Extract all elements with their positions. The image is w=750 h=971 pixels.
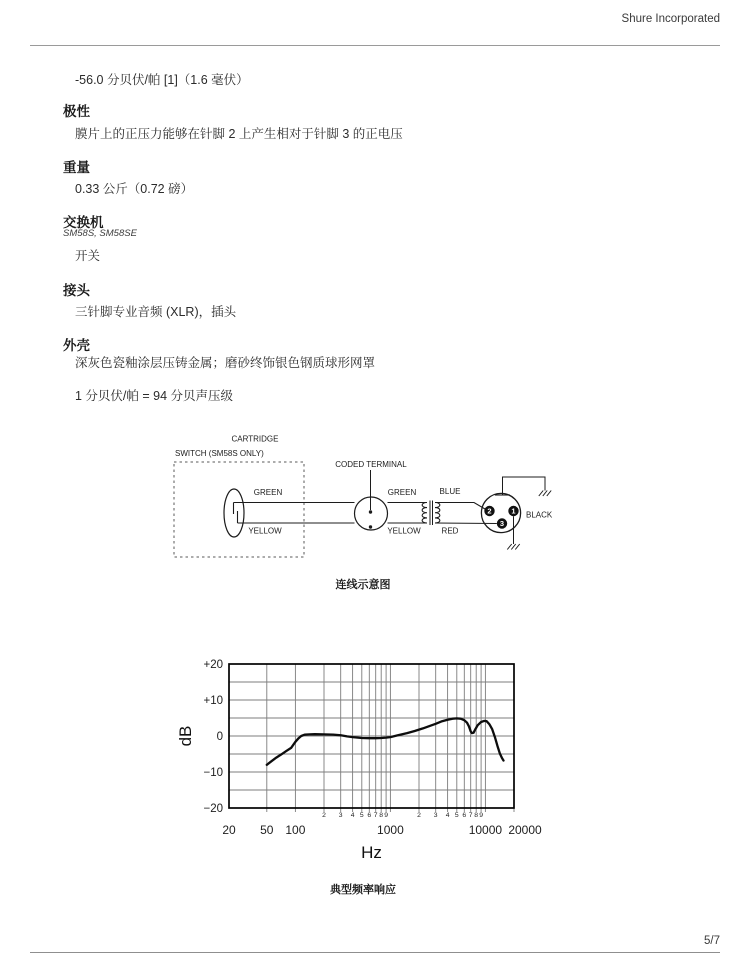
blue-label: BLUE [439, 487, 461, 496]
xlr-pin-2-number: 2 [487, 506, 492, 516]
cartridge-label: CARTRIDGE [231, 434, 279, 444]
xlr-pin-3-number: 3 [499, 519, 505, 529]
y-axis-label: dB [176, 725, 195, 747]
xlr-pin-1-number: 1 [511, 506, 516, 516]
red-label: RED [441, 526, 459, 536]
section-models-switch: SM58S, SM58SE [63, 228, 137, 239]
transformer-primary-coil [422, 503, 427, 524]
x-tick-label: 50 [260, 823, 274, 837]
footer-page-number: 5/7 [704, 935, 720, 947]
x-tick-label: 1000 [377, 823, 404, 837]
x-minor-tick-label: 9 [384, 812, 388, 819]
y-tick-label: +10 [203, 695, 223, 707]
green-label-2: GREEN [387, 488, 417, 497]
x-minor-tick-label: 6 [367, 812, 372, 819]
section-heading-polarity: 极性 [63, 104, 90, 119]
x-minor-tick-label: 8 [379, 812, 384, 819]
section-body-housing: 深灰色瓷釉涂层压铸金属；磨砂终饰银色钢质球形网罩 [75, 356, 376, 370]
x-axis-label: Hz [361, 843, 382, 862]
x-tick-label: 10000 [468, 823, 503, 837]
reference-note: 1 分贝伏/帕 = 94 分贝声压级 [75, 389, 234, 403]
section-heading-switch: 交换机 [63, 215, 104, 230]
section-body-connector: 三针脚专业音频 (XLR)，插头 [75, 305, 237, 319]
y-tick-label: 0 [216, 731, 223, 743]
terminal-dot-lower [369, 525, 372, 528]
x-tick-label: 20000 [508, 823, 542, 837]
coded-terminal-label: CODED TERMINAL [335, 460, 407, 469]
ground-symbol-top [539, 491, 551, 497]
y-tick-label: +20 [203, 659, 223, 671]
x-minor-tick-label: 7 [468, 812, 473, 819]
section-body-polarity: 膜片上的正压力能够在针脚 2 上产生相对于针脚 3 的正电压 [75, 127, 403, 141]
section-body-switch: 开关 [75, 249, 101, 263]
red-wire [435, 523, 497, 524]
header-rule [30, 45, 720, 46]
x-minor-tick-label: 4 [445, 812, 450, 819]
section-body-weight: 0.33 公斤（0.72 磅） [75, 182, 194, 196]
sensitivity-value: -56.0 分贝伏/帕 [1]（1.6 毫伏） [75, 73, 249, 87]
section-heading-weight: 重量 [63, 160, 90, 175]
x-minor-tick-label: 2 [322, 812, 326, 819]
x-minor-tick-label: 6 [462, 812, 467, 819]
switch-dashed-box [174, 462, 304, 557]
ground-symbol-pin1 [507, 544, 519, 550]
ground-wire-top [503, 477, 546, 495]
x-minor-tick-label: 9 [479, 812, 483, 819]
x-minor-tick-label: 7 [373, 812, 378, 819]
x-minor-tick-label: 5 [359, 812, 364, 819]
x-minor-tick-label: 3 [338, 812, 343, 819]
chart-plot-area [176, 659, 542, 862]
section-heading-housing: 外壳 [63, 338, 90, 353]
header-company: Shure Incorporated [621, 13, 720, 25]
wiring-diagram [165, 428, 575, 570]
section-heading-connector: 接头 [63, 283, 90, 298]
switch-label: SWITCH (SM58S ONLY) [175, 449, 264, 458]
yellow-label-2: YELLOW [387, 526, 421, 536]
black-label: BLACK [526, 510, 553, 520]
blue-wire [435, 503, 485, 510]
chart-caption: 典型频率响应 [330, 884, 396, 896]
transformer-secondary-coil [435, 503, 440, 524]
x-tick-label: 20 [222, 823, 236, 837]
x-tick-label: 100 [285, 823, 306, 837]
footer-rule [30, 952, 720, 953]
x-minor-tick-label: 2 [417, 812, 421, 819]
y-tick-label: −10 [203, 767, 223, 779]
frequency-response-chart [165, 650, 555, 875]
response-curve [267, 718, 504, 764]
terminal-dot-upper [369, 510, 372, 513]
x-minor-tick-label: 4 [350, 812, 355, 819]
x-minor-tick-label: 8 [474, 812, 479, 819]
x-minor-tick-label: 5 [454, 812, 459, 819]
diagram-caption: 连线示意图 [335, 579, 391, 591]
green-label-1: GREEN [253, 488, 283, 497]
x-minor-tick-label: 3 [433, 812, 438, 819]
yellow-label-1: YELLOW [248, 526, 282, 536]
y-tick-label: −20 [203, 803, 223, 815]
